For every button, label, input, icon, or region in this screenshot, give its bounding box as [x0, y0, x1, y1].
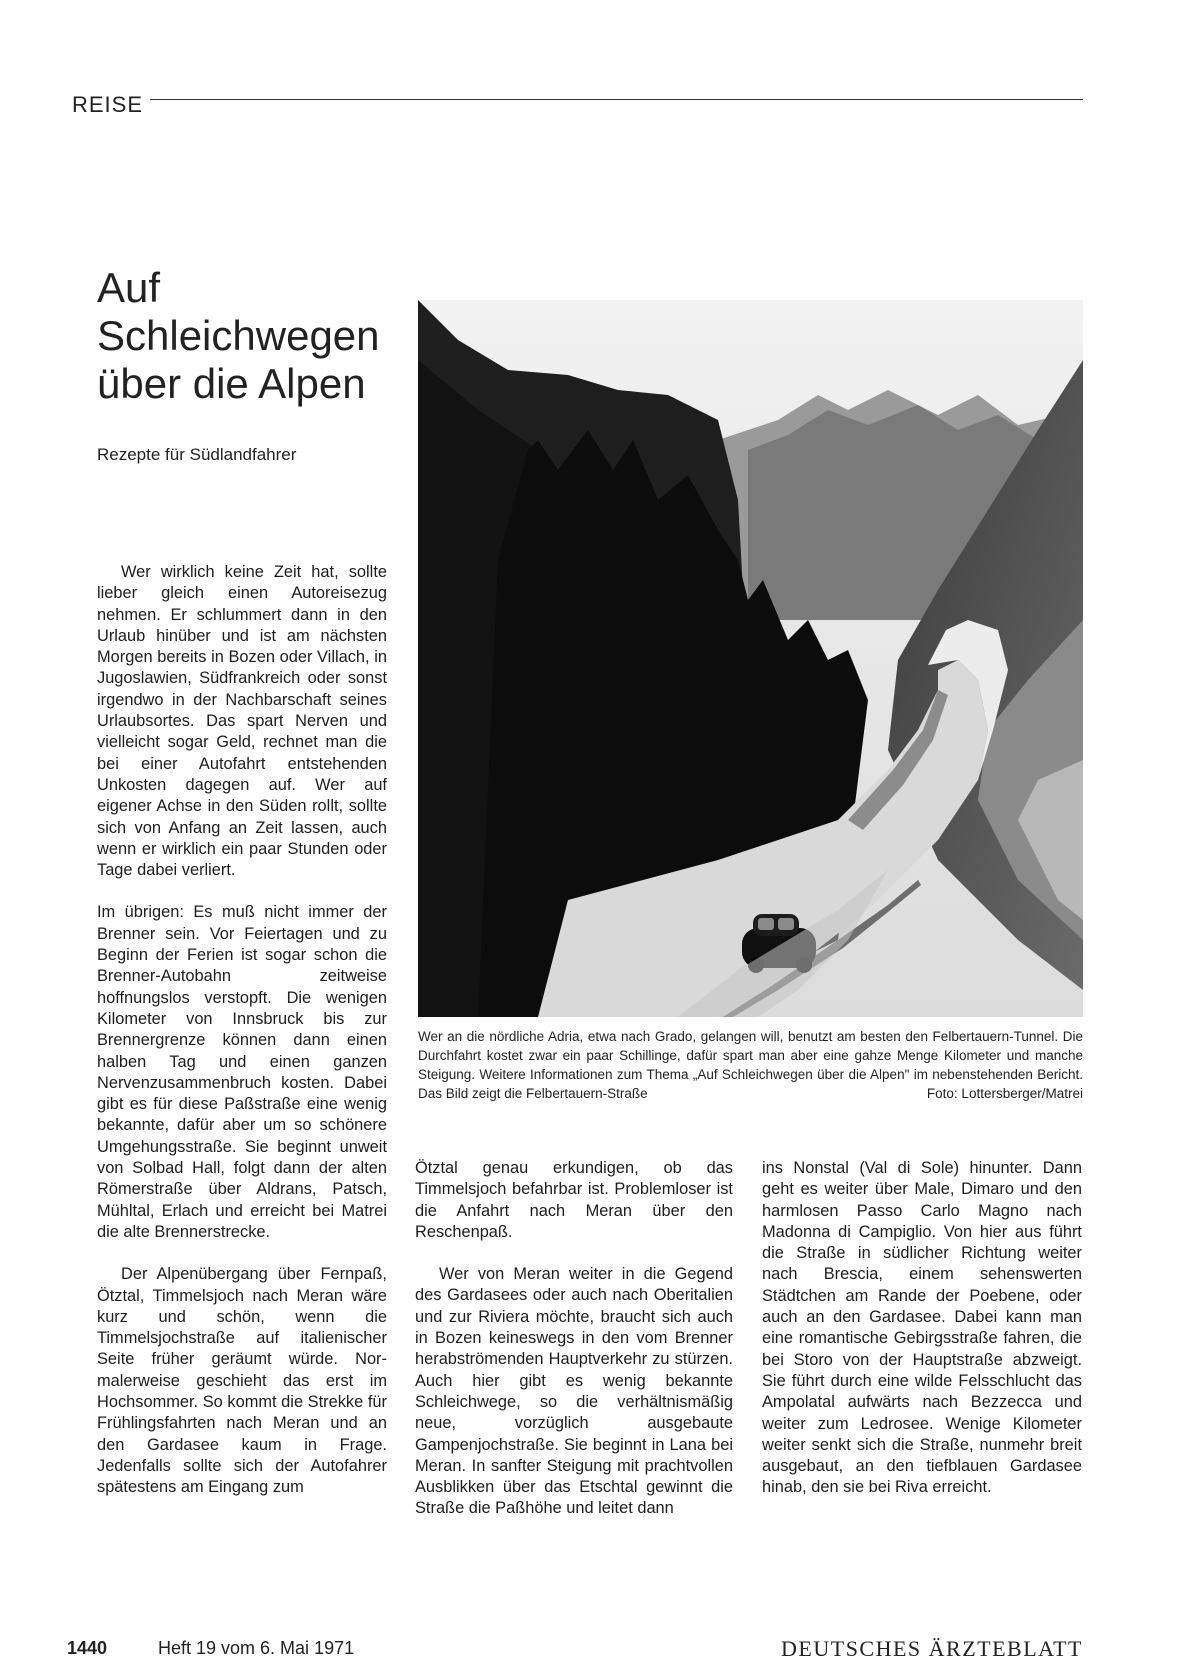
- caption-text: Wer an die nördliche Adria, etwa nach Grado, gelangen will, benutzt am besten den Felbertauern-Tunnel. Die Durchfahrt kostet zwar ein paar Schillinge, dafür spart man aber eine gahze Menge Kilometer und manche Steigung. Weitere Informationen zum Thema „Auf Schleichwegen über die Alpen" im nebenstehenden Bericht. Das Bild zeigt die Felbertauern-Straße: [418, 1029, 1083, 1101]
- paragraph: ins Nonstal (Val di Sole) hinunter. Dann geht es weiter über Male, Dimaro und den harmlosen Passo Carlo Magno nach Madonna di Campiglio. Von hier aus führt die Straße in südlicher Richtung weiter nach Brescia, einem sehenswerten Städtchen am Rande der Poebene, oder auch an den Gardasee. Dabei kann man eine romantische Gebirgsstraße fahren, die bei Storo von der Hauptstraße abzweigt. Sie führt durch eine wilde Felsschlucht das Ampolatal aufwärts nach Bezzecca und weiter zum Ledrosee. Wenige Kilometer weiter senkt sich die Straße, nunmehr breit ausgebaut, an den tiefblauen Gardasee hinab, den sie bei Riva erreicht.: [762, 1159, 1082, 1497]
- photo-credit: Foto: Lottersberger/Matrei: [926, 1086, 1083, 1101]
- article-title: Auf Schleichwegen über die Alpen: [97, 264, 380, 407]
- paragraph: Ötztal genau erkundigen, ob das Timmelsjoch befahrbar ist. Problemloser ist die Anfahrt nach Meran über den Reschenpaß.: [415, 1159, 733, 1241]
- journal-name: DEUTSCHES ÄRZTEBLATT: [781, 1636, 1083, 1661]
- article-subtitle: Rezepte für Südlandfahrer: [97, 445, 297, 464]
- paragraph: Wer wirklich keine Zeit hat, sollte lieber gleich einen Autoreisezug nehmen. Er schlummert dann in den Urlaub hinüber und ist am nächsten Morgen bereits in Bozen oder Villach, in Jugoslawien, Südfrankreich oder sonst irgendwo in der Nachbarschaft seines Urlaubsortes. Das spart Nerven und vielleicht sogar Geld, rechnet man die bei einer Autofahrt entstehenden Unkosten dagegen auf. Wer auf eigener Achse in den Süden rollt, sollte sich von Anfang an Zeit lassen, auch wenn er wirklich ein paar Stunden oder Tage dabei verliert.: [97, 563, 387, 880]
- paragraph: Der Alpenübergang über Fernpaß, Ötztal, Timmelsjoch nach Meran wäre kurz und schön, wenn die Timmelsjochstraße auf italienischer Seite früher geräumt würde. Normalerweise geschieht das erst im Hochsommer. So kommt die Strekke für Frühlingsfahrten nach Meran und an den Gardasee kaum in Frage. Jedenfalls sollte sich der Autofahrer spätestens am Eingang zum: [97, 1265, 387, 1497]
- header-rule: [150, 99, 1083, 100]
- issue-info: Heft 19 vom 6. Mai 1971: [158, 1638, 355, 1658]
- section-label: REISE: [72, 92, 144, 117]
- mountain-road-photo: [418, 300, 1083, 1017]
- paragraph: Wer von Meran weiter in die Gegend des Gardasees oder auch nach Oberitalien und zur Riviera möchte, braucht sich auch in Bozen keineswegs in den vom Brenner herabströmenden Hauptverkehr zu stürzen. Auch hier gibt es wenig bekannte Schleichwege, so die verhältnismäßig neue, vorzüglich ausgebaute Gampenjochstraße. Sie beginnt in Lana bei Meran. In sanfter Steigung mit prachtvollen Ausblikken über das Etschtal gewinnt die Straße die Paßhöhe und leitet dann: [415, 1265, 733, 1518]
- photo-caption: [418, 1027, 1083, 1103]
- paragraph: Im übrigen: Es muß nicht immer der Brenner sein. Vor Feiertagen und zu Beginn der Ferien ist sogar schon die Brenner-Autobahn zeitweise hoffnungslos verstopft. Die wenigen Kilometer von Innsbruck bis zur Brennergrenze können dann einen halben Tag und einen ganzen Nervenzusammenbruch kosten. Dabei gibt es für diese Paßstraße eine wenig bekannte, dafür aber um so schönere Umgehungsstraße. Sie beginnt unweit von Solbad Hall, folgt dann der alten Römerstraße über Aldrans, Patsch, Mühltal, Erlach und erreicht bei Matrei die alte Brennerstrecke.: [97, 903, 387, 1241]
- text-column-2: [415, 1158, 733, 1520]
- page-number: 1440: [67, 1638, 108, 1658]
- text-column-3: [762, 1158, 1082, 1499]
- text-column-1: [97, 562, 387, 1498]
